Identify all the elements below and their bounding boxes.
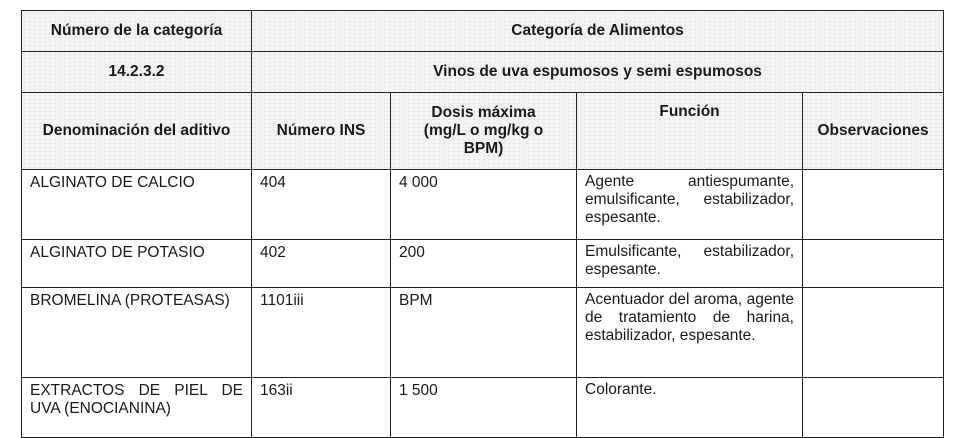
function-text: Colorante. [585, 381, 657, 398]
function-text: Emulsificante, estabilizador, espesante. [585, 243, 794, 278]
function-cell [577, 240, 803, 288]
additive-name-cell [22, 288, 252, 378]
ins-number-cell [252, 378, 391, 438]
category-value-row [22, 52, 944, 93]
observations-cell [803, 288, 944, 378]
function-cell [577, 170, 803, 240]
additive-name: ALGINATO DE CALCIO [30, 174, 195, 191]
table-row [22, 240, 944, 288]
col-header-observations: Observaciones [803, 93, 944, 170]
category-food-label: Categoría de Alimentos [252, 11, 944, 52]
additive-name-cell [22, 240, 252, 288]
observations-text [803, 378, 943, 384]
observations-cell [803, 170, 944, 240]
category-number: 14.2.3.2 [22, 52, 252, 93]
max-dose-cell [391, 288, 577, 378]
ins-number-cell [252, 170, 391, 240]
function-cell [577, 288, 803, 378]
table-row [22, 170, 944, 240]
category-name: Vinos de uva espumosos y semi espumosos [252, 52, 944, 93]
col-header-ins-number: Número INS [252, 93, 391, 170]
col-header-additive-name: Denominación del aditivo [22, 93, 252, 170]
observations-cell [803, 378, 944, 438]
additives-table-page [21, 10, 943, 417]
category-number-label: Número de la categoría [22, 11, 252, 52]
additive-name: ALGINATO DE POTASIO [30, 244, 205, 261]
observations-cell [803, 240, 944, 288]
function-text: Agente antiespumante, emulsificante, estabilizador, espesante. [585, 173, 794, 226]
function-cell [577, 378, 803, 438]
ins-number: 163ii [260, 382, 293, 399]
ins-number-cell [252, 288, 391, 378]
col-header-function: Función [577, 93, 803, 170]
additive-name: EXTRACTOS DE PIEL DE UVA (ENOCIANINA) [30, 382, 243, 417]
ins-number: 404 [260, 174, 286, 191]
max-dose: BPM [399, 292, 433, 309]
observations-text [803, 288, 943, 294]
max-dose: 200 [399, 244, 425, 261]
ins-number: 402 [260, 244, 286, 261]
column-header-row [22, 93, 944, 170]
max-dose-cell [391, 170, 577, 240]
max-dose-cell [391, 240, 577, 288]
table-row [22, 378, 944, 438]
function-text: Acentuador del aroma, agente de tratamiento de harina, estabilizador, espesante. [585, 291, 794, 344]
observations-text [803, 240, 943, 246]
additive-name-cell [22, 170, 252, 240]
col-header-max-dose: Dosis máxima (mg/L o mg/kg o BPM) [391, 93, 577, 170]
ins-number-cell [252, 240, 391, 288]
additive-name: BROMELINA (PROTEASAS) [30, 292, 230, 309]
table-row [22, 288, 944, 378]
observations-text [803, 170, 943, 176]
max-dose-cell [391, 378, 577, 438]
max-dose: 1 500 [399, 382, 438, 399]
category-header-row [22, 11, 944, 52]
ins-number: 1101iii [260, 292, 304, 309]
additives-table [21, 10, 944, 438]
additive-name-cell [22, 378, 252, 438]
max-dose: 4 000 [399, 174, 438, 191]
